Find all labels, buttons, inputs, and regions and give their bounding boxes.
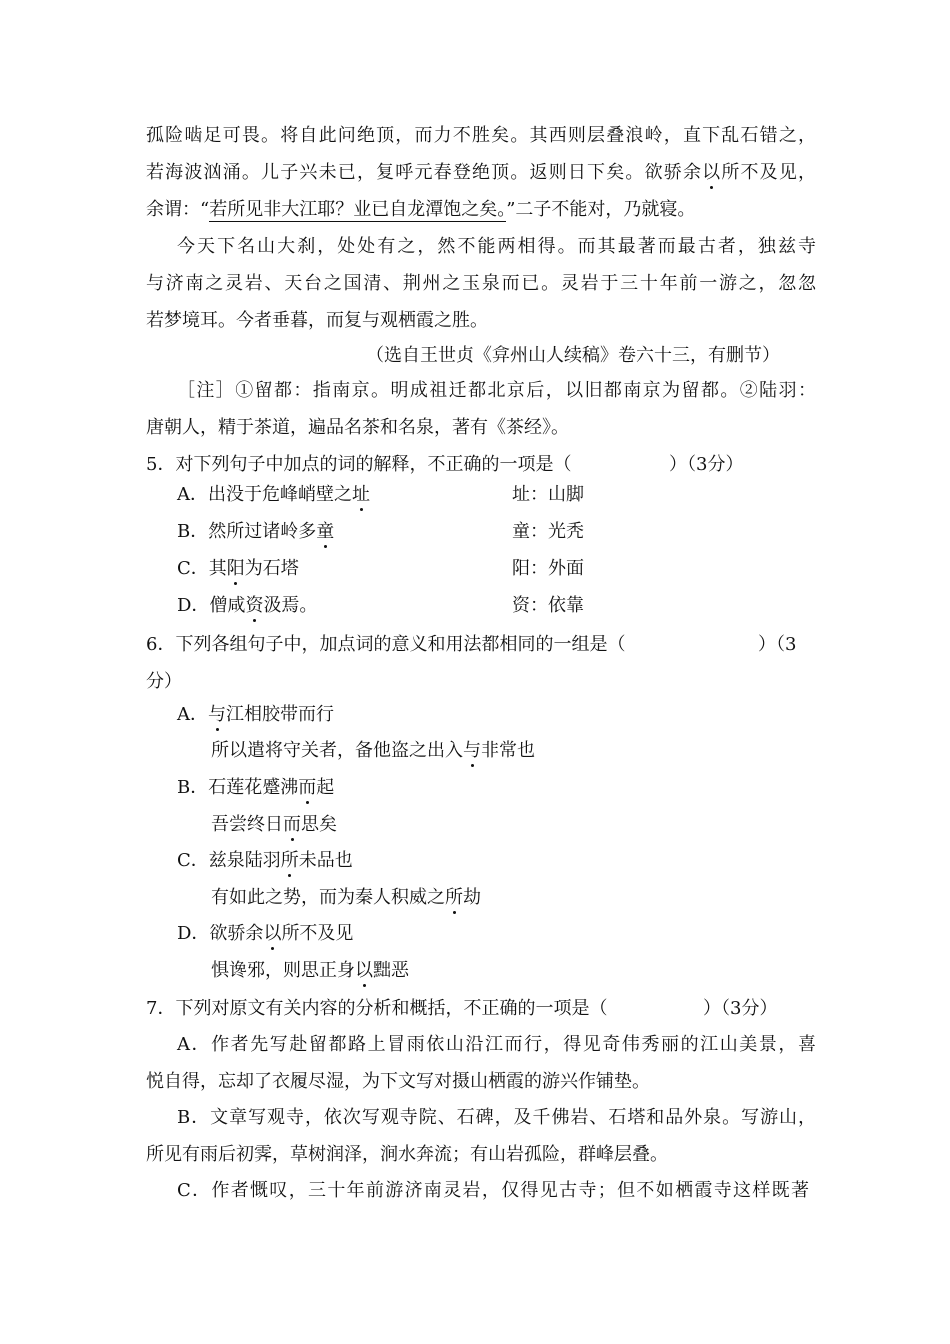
q7-option-a-line-1: A．作者先写赴留都路上冒雨依山沿江而行，得见奇伟秀丽的江山美景，喜 bbox=[177, 1034, 816, 1055]
passage-line-3-text-a: 余谓：“ bbox=[146, 199, 210, 220]
q6-text: D．欲骄余 bbox=[177, 923, 264, 944]
q6-text: C．兹泉陆羽 bbox=[177, 850, 281, 871]
q6-text: A． bbox=[177, 704, 208, 725]
q6-text: 思矣 bbox=[301, 814, 337, 835]
q6-text: 所以遣将守关者，备他盗之出入 bbox=[211, 740, 463, 761]
q6-text: 黜恶 bbox=[373, 960, 409, 981]
q6-text: 劫 bbox=[463, 887, 481, 908]
q6-text: 所不及见 bbox=[281, 923, 354, 944]
q7-option-a-line-2: 悦自得，忘却了衣履尽湿，为下文写对摄山栖霞的游兴作铺垫。 bbox=[146, 1071, 650, 1092]
note-line-2: 唐朝人，精于茶道，遍品名茶和名泉，著有《茶经》。 bbox=[146, 417, 569, 438]
q6-text: 未品也 bbox=[298, 850, 353, 871]
dotted-char: 址 bbox=[352, 484, 370, 505]
q6-text: 江相胶带而行 bbox=[226, 704, 334, 725]
passage-line-4: 今天下名山大刹，处处有之，然不能两相得。而其最著而最古者，独兹寺 bbox=[177, 236, 816, 257]
q6-text: 非常也 bbox=[481, 740, 535, 761]
dotted-char: 而 bbox=[298, 777, 317, 798]
q6-points: ）（3 bbox=[758, 634, 797, 655]
q5-option-d bbox=[177, 594, 317, 618]
q6-option-c-line-1 bbox=[177, 849, 353, 873]
q6-text: B．石莲花蹙沸 bbox=[177, 777, 299, 798]
q5-option-a-gloss: 址：山脚 bbox=[512, 484, 584, 505]
q5-option-d-text: D．僧咸 bbox=[177, 595, 246, 616]
q6-option-b-line-2 bbox=[211, 813, 337, 837]
q5-points: ）（3分） bbox=[669, 454, 744, 475]
dotted-char: 资 bbox=[245, 595, 264, 616]
passage-line-5: 与济南之灵岩、天台之国清、荆州之玉泉而已。灵岩于三十年前一游之，忽忽 bbox=[146, 273, 816, 294]
q6-text: 起 bbox=[316, 777, 335, 798]
dotted-char: 而 bbox=[283, 814, 301, 835]
q7-points: ）（3分） bbox=[703, 998, 778, 1019]
q6-text: 有如此之势，而为秦人积威之 bbox=[211, 887, 445, 908]
q6-option-a-line-2 bbox=[211, 739, 535, 763]
passage-line-2-text-b: 所不及见， bbox=[721, 162, 817, 183]
dotted-char: 童 bbox=[316, 521, 335, 542]
dotted-char: 以 bbox=[355, 960, 373, 981]
q5-stem: 5．对下列句子中加点的词的解释，不正确的一项是（ bbox=[146, 454, 572, 475]
passage-line-2 bbox=[146, 161, 816, 185]
q6-option-a-line-1 bbox=[177, 703, 334, 727]
q6-option-d-line-1 bbox=[177, 922, 353, 946]
q6-option-c-line-2 bbox=[211, 886, 481, 910]
passage-line-1: 孤险啮足可畏。将自此问绝顶，而力不胜矣。其西则层叠浪岭，直下乱石错之， bbox=[146, 125, 816, 146]
passage-source: （选自王世贞《弇州山人续稿》卷六十三，有删节） bbox=[366, 345, 780, 366]
dotted-char: 阳 bbox=[226, 558, 245, 579]
q5-option-c-text-post: 为石塔 bbox=[244, 558, 299, 579]
underlined-sentence: 若所见非大江耶？业已自龙潭饱之矣。 bbox=[209, 199, 507, 220]
q5-option-b-gloss: 童：光秃 bbox=[512, 521, 584, 542]
q5-option-c-text: C．其 bbox=[177, 558, 227, 579]
q5-option-c-gloss: 阳：外面 bbox=[512, 558, 584, 579]
dotted-char: 以 bbox=[702, 162, 722, 183]
passage-line-3-text-b: ”二子不能对，乃就寝。 bbox=[506, 199, 696, 220]
q6-stem: 6．下列各组句子中，加点词的意义和用法都相同的一组是（ bbox=[146, 634, 626, 655]
q6-text: 吾尝终日 bbox=[211, 814, 283, 835]
dotted-char: 以 bbox=[263, 923, 282, 944]
q7-option-b-line-1: B．文章写观寺，依次写观寺院、石碑，及千佛岩、石塔和品外泉。写游山， bbox=[177, 1107, 816, 1128]
q7-option-c-line-1: C．作者慨叹，三十年前游济南灵岩，仅得见古寺；但不如栖霞寺这样既著 bbox=[177, 1180, 809, 1201]
dotted-char: 所 bbox=[280, 850, 299, 871]
passage-line-2-text-a: 若海波汹涌。儿子兴未已，复呼元春登绝顶。返则日下矣。欲骄余 bbox=[146, 162, 703, 183]
q5-option-b bbox=[177, 520, 334, 544]
passage-line-3 bbox=[146, 198, 816, 222]
dotted-char: 与 bbox=[463, 740, 481, 761]
q6-option-b-line-1 bbox=[177, 776, 334, 800]
q6-option-d-line-2 bbox=[211, 959, 409, 983]
dotted-char: 与 bbox=[208, 704, 226, 725]
q5-option-d-text-post: 汲焉。 bbox=[263, 595, 318, 616]
q5-option-c bbox=[177, 557, 299, 581]
q6-text: 惧谗邪，则思正身 bbox=[211, 960, 355, 981]
q7-option-b-line-2: 所见有雨后初霁，草树润泽，涧水奔流；有山岩孤险，群峰层叠。 bbox=[146, 1144, 668, 1165]
q5-option-d-gloss: 资：依靠 bbox=[512, 595, 584, 616]
q6-stem-cont: 分） bbox=[146, 671, 182, 692]
note-line-1: ［注］①留都：指南京。明成祖迁都北京后，以旧都南京为留都。②陆羽： bbox=[177, 380, 816, 401]
dotted-char: 所 bbox=[445, 887, 463, 908]
q5-option-a bbox=[177, 483, 370, 507]
q5-option-b-text: B．然所过诸岭多 bbox=[177, 521, 317, 542]
q5-option-a-text: A．出没于危峰峭壁之 bbox=[177, 484, 352, 505]
q7-stem: 7．下列对原文有关内容的分析和概括，不正确的一项是（ bbox=[146, 998, 608, 1019]
passage-line-6: 若梦境耳。今者垂暮，而复与观栖霞之胜。 bbox=[146, 310, 488, 331]
